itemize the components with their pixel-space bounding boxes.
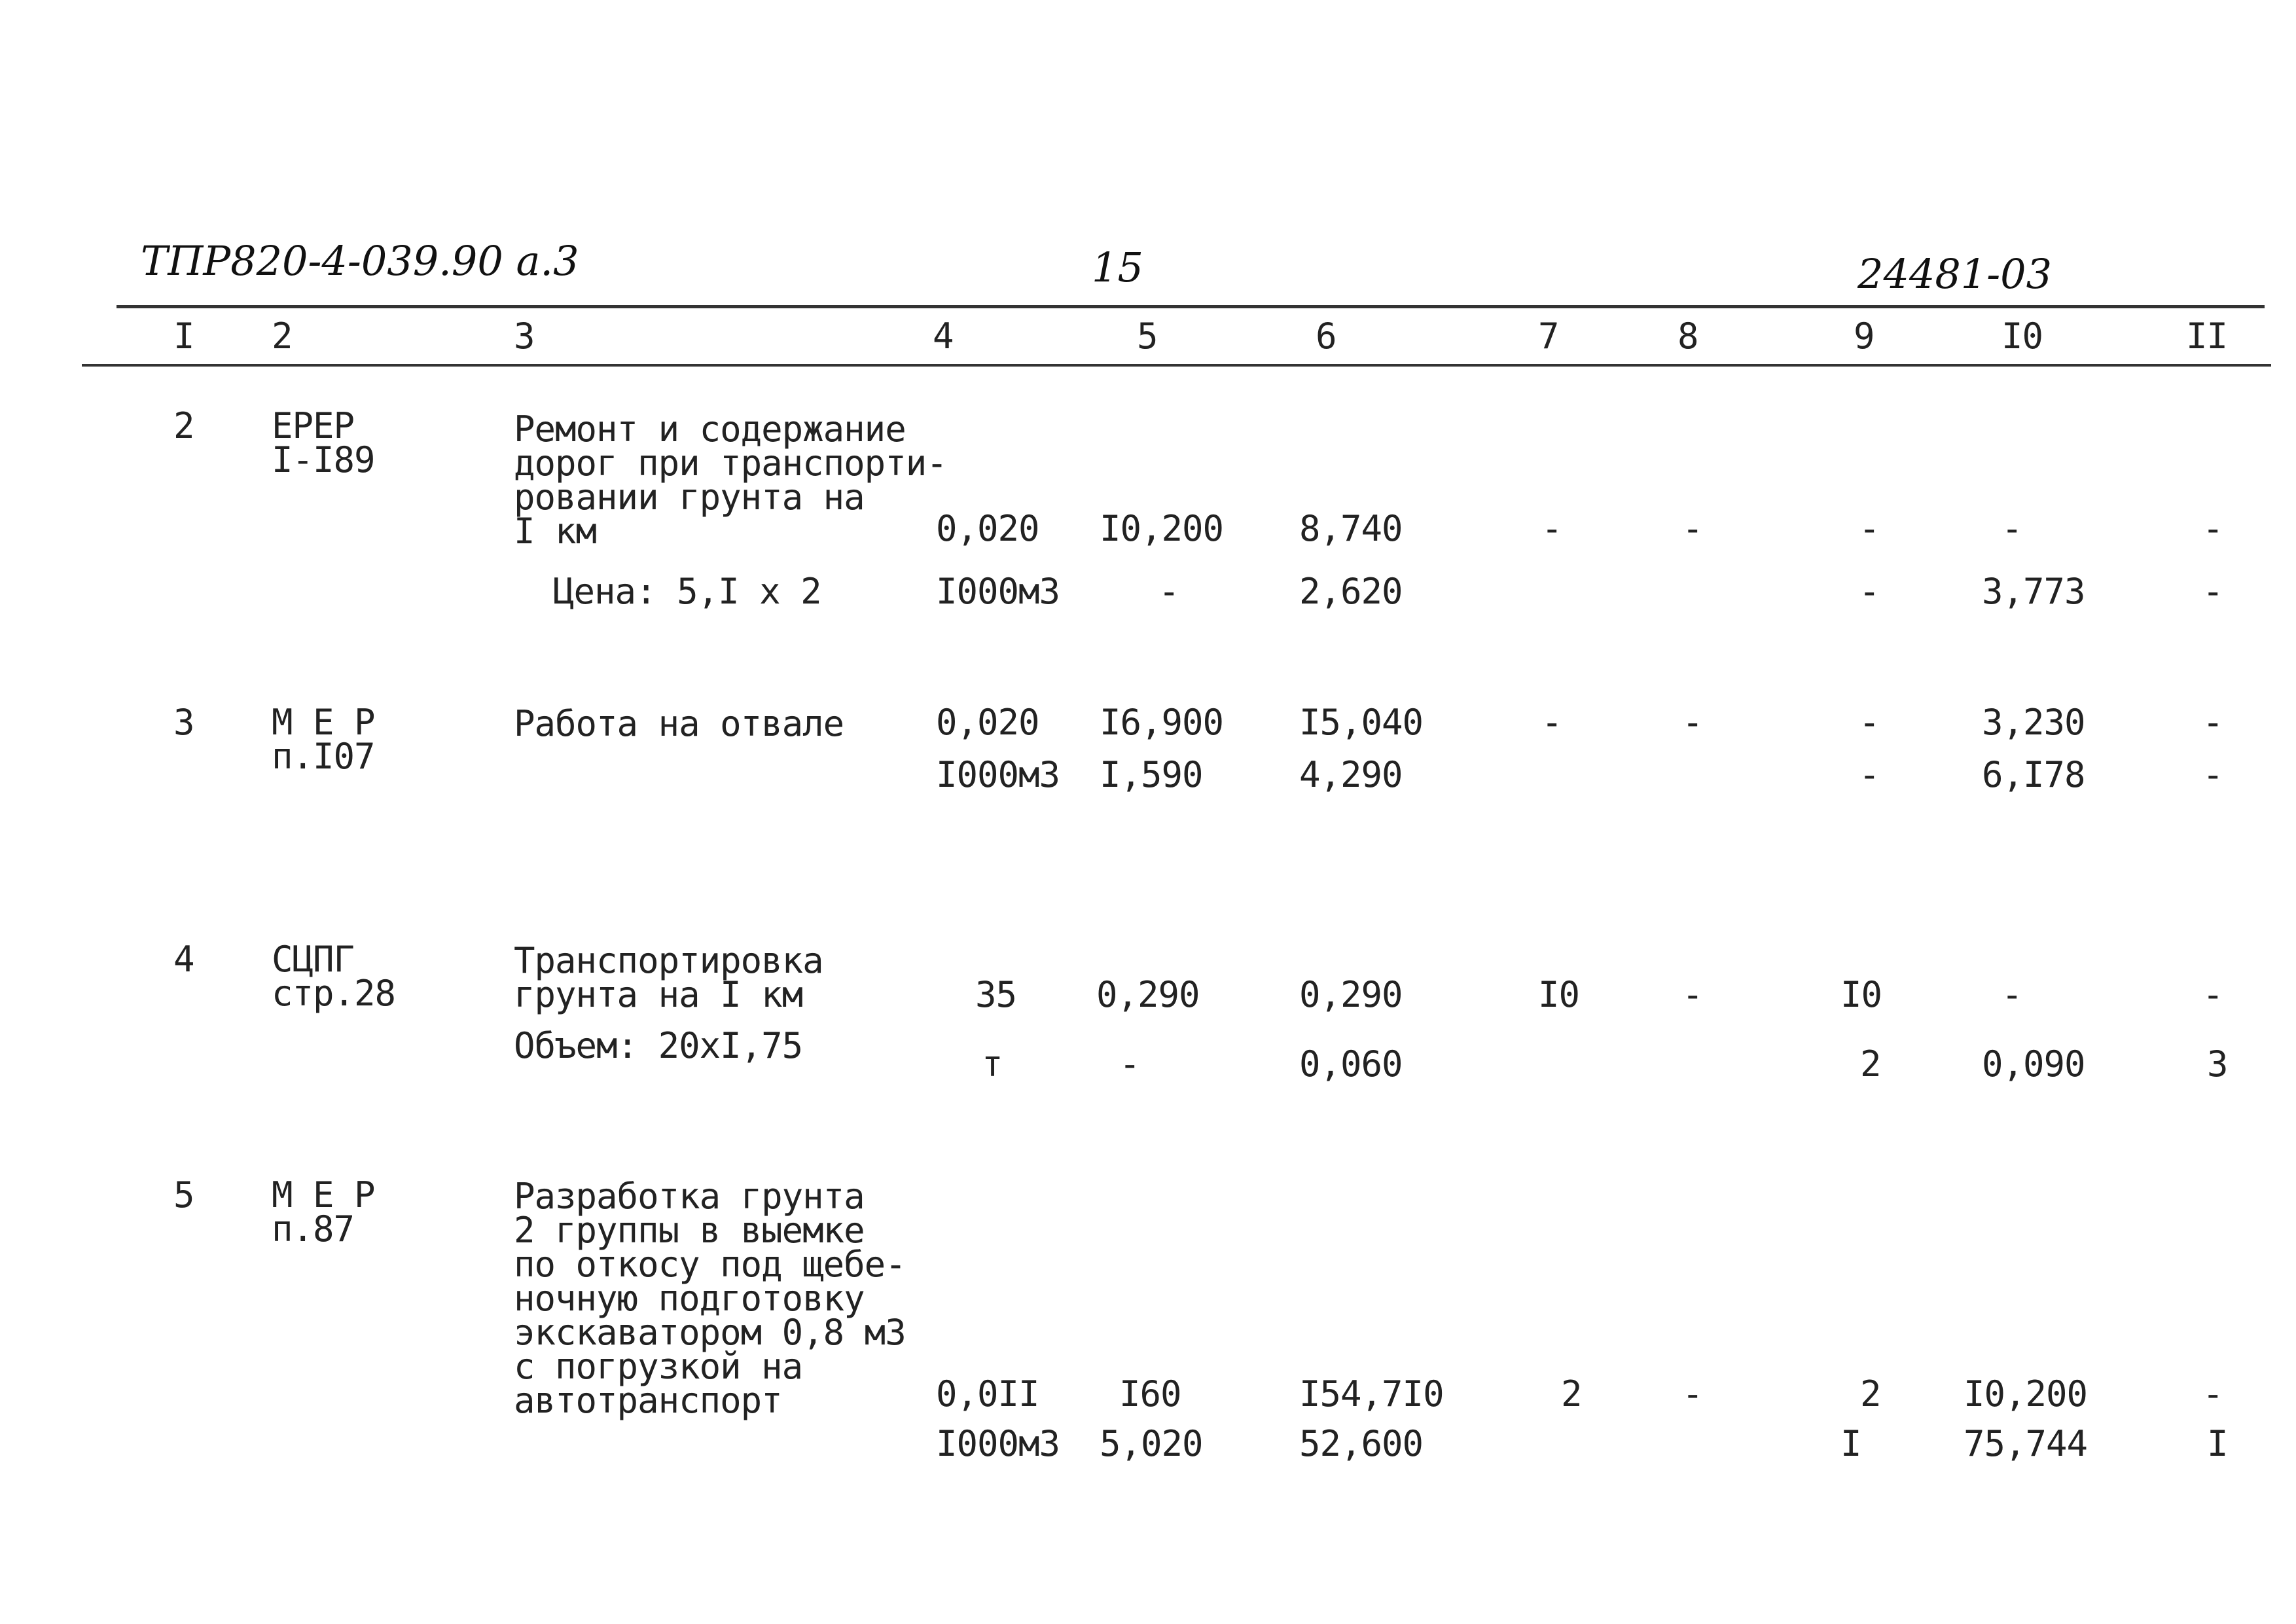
cell-c4-l2: т bbox=[982, 1043, 1003, 1085]
cell-c9-l1: 2 bbox=[1860, 1373, 1881, 1415]
header-top-rule bbox=[117, 305, 2265, 308]
cell-c5-l1: I60 bbox=[1119, 1373, 1181, 1415]
cell-c11-l2: I bbox=[2207, 1423, 2228, 1464]
cell-c5-l2: - bbox=[1158, 571, 1179, 612]
cell-c5-l1: I0,200 bbox=[1100, 508, 1224, 549]
col-header-7: 7 bbox=[1538, 316, 1559, 357]
cell-c5-l2: - bbox=[1119, 1043, 1140, 1085]
cell-c4-l1: 0,0II bbox=[936, 1373, 1039, 1415]
cell-c4-l2: I000м3 bbox=[936, 754, 1060, 795]
cell-c9-l1: - bbox=[1859, 508, 1880, 549]
cell-c6-l2: 4,290 bbox=[1299, 754, 1403, 795]
cell-c10-l2: 75,744 bbox=[1964, 1423, 2088, 1464]
cell-c9-l2: - bbox=[1859, 754, 1880, 795]
cell-c11-l1: - bbox=[2202, 702, 2223, 743]
cell-c4-l1: 0,020 bbox=[936, 508, 1039, 549]
work-description: Транспортировка грунта на I км bbox=[514, 940, 823, 1015]
work-description: Работа на отвале bbox=[514, 703, 844, 744]
col-header-11: II bbox=[2186, 316, 2228, 357]
cell-c11-l1: - bbox=[2202, 974, 2223, 1015]
document-code: ТПР820-4-039.90 а.3 bbox=[141, 237, 579, 285]
cell-c5-l2: I,590 bbox=[1100, 754, 1203, 795]
sheet-code: 24481-03 bbox=[1857, 250, 2053, 298]
volume-note: Объем: 20хI,75 bbox=[514, 1025, 803, 1066]
col-header-3: 3 bbox=[514, 316, 535, 357]
cell-c8-l1: - bbox=[1682, 702, 1703, 743]
cell-c4-l1: 0,020 bbox=[936, 702, 1039, 743]
col-header-8: 8 bbox=[1677, 316, 1698, 357]
cell-c10-l1: 3,230 bbox=[1982, 702, 2085, 743]
cell-c11-l1: - bbox=[2202, 508, 2223, 549]
work-description: Разработка грунта 2 группы в выемке по откосу под щебе- ночную подготовку экскаватором 0,8 м3 с погрузкой на автотранспорт bbox=[514, 1176, 906, 1421]
cell-c8-l1: - bbox=[1682, 1373, 1703, 1415]
work-description: Ремонт и содержание дорог при транспорти- ровании грунта на I км bbox=[514, 408, 947, 552]
cell-c9-l2: - bbox=[1859, 571, 1880, 612]
col-header-6: 6 bbox=[1316, 316, 1336, 357]
cell-c6-l1: I5,040 bbox=[1299, 702, 1424, 743]
cell-c10-l2: 6,I78 bbox=[1982, 754, 2085, 795]
norm-code: СЦПГ стр.28 bbox=[272, 939, 396, 1014]
price-note: Цена: 5,I x 2 bbox=[553, 571, 821, 612]
cell-c9-l1: - bbox=[1859, 702, 1880, 743]
cell-c10-l2: 0,090 bbox=[1982, 1043, 2085, 1085]
norm-code: М Е Р п.I07 bbox=[272, 702, 375, 777]
cell-c6-l1: 0,290 bbox=[1299, 974, 1403, 1015]
cell-c9-l2: 2 bbox=[1860, 1043, 1881, 1085]
row-number: 2 bbox=[173, 405, 194, 446]
row-number: 5 bbox=[173, 1174, 194, 1216]
cell-c6-l2: 0,060 bbox=[1299, 1043, 1403, 1085]
col-header-10: I0 bbox=[2001, 316, 2043, 357]
cell-c10-l1: - bbox=[2001, 508, 2022, 549]
header-bottom-rule bbox=[82, 364, 2271, 367]
cell-c6-l1: 8,740 bbox=[1299, 508, 1403, 549]
col-header-4: 4 bbox=[933, 316, 954, 357]
row-number: 4 bbox=[173, 939, 194, 980]
col-header-5: 5 bbox=[1137, 316, 1158, 357]
cell-c10-l2: 3,773 bbox=[1982, 571, 2085, 612]
cell-c7-l1: 2 bbox=[1561, 1373, 1582, 1415]
cell-c8-l1: - bbox=[1682, 974, 1703, 1015]
cell-c7-l1: - bbox=[1541, 508, 1562, 549]
cell-c9-l2: I bbox=[1840, 1423, 1861, 1464]
col-header-9: 9 bbox=[1854, 316, 1874, 357]
row-number: 3 bbox=[173, 702, 194, 743]
cell-c5-l1: I6,900 bbox=[1100, 702, 1224, 743]
cell-c11-l2: - bbox=[2202, 754, 2223, 795]
cell-c7-l1: I0 bbox=[1538, 974, 1580, 1015]
cell-c11-l2: - bbox=[2202, 571, 2223, 612]
cell-c11-l1: - bbox=[2202, 1373, 2223, 1415]
cell-c4-l2: I000м3 bbox=[936, 571, 1060, 612]
cell-c10-l1: - bbox=[2001, 974, 2022, 1015]
cell-c6-l2: 52,600 bbox=[1299, 1423, 1424, 1464]
page-number: 15 bbox=[1092, 244, 1143, 291]
cell-c6-l1: I54,7I0 bbox=[1299, 1373, 1444, 1415]
cell-c4-l2: I000м3 bbox=[936, 1423, 1060, 1464]
cell-c8-l1: - bbox=[1682, 508, 1703, 549]
cell-c4-l1: 35 bbox=[975, 974, 1017, 1015]
norm-code: М Е Р п.87 bbox=[272, 1174, 375, 1250]
norm-code: ЕРЕР I-I89 bbox=[272, 405, 375, 480]
cell-c5-l2: 5,020 bbox=[1100, 1423, 1203, 1464]
col-header-1: I bbox=[173, 316, 194, 357]
cell-c9-l1: I0 bbox=[1840, 974, 1882, 1015]
cell-c6-l2: 2,620 bbox=[1299, 571, 1403, 612]
col-header-2: 2 bbox=[272, 316, 293, 357]
cell-c5-l1: 0,290 bbox=[1096, 974, 1200, 1015]
cell-c10-l1: I0,200 bbox=[1964, 1373, 2088, 1415]
cell-c7-l1: - bbox=[1541, 702, 1562, 743]
cell-c11-l2: 3 bbox=[2207, 1043, 2228, 1085]
